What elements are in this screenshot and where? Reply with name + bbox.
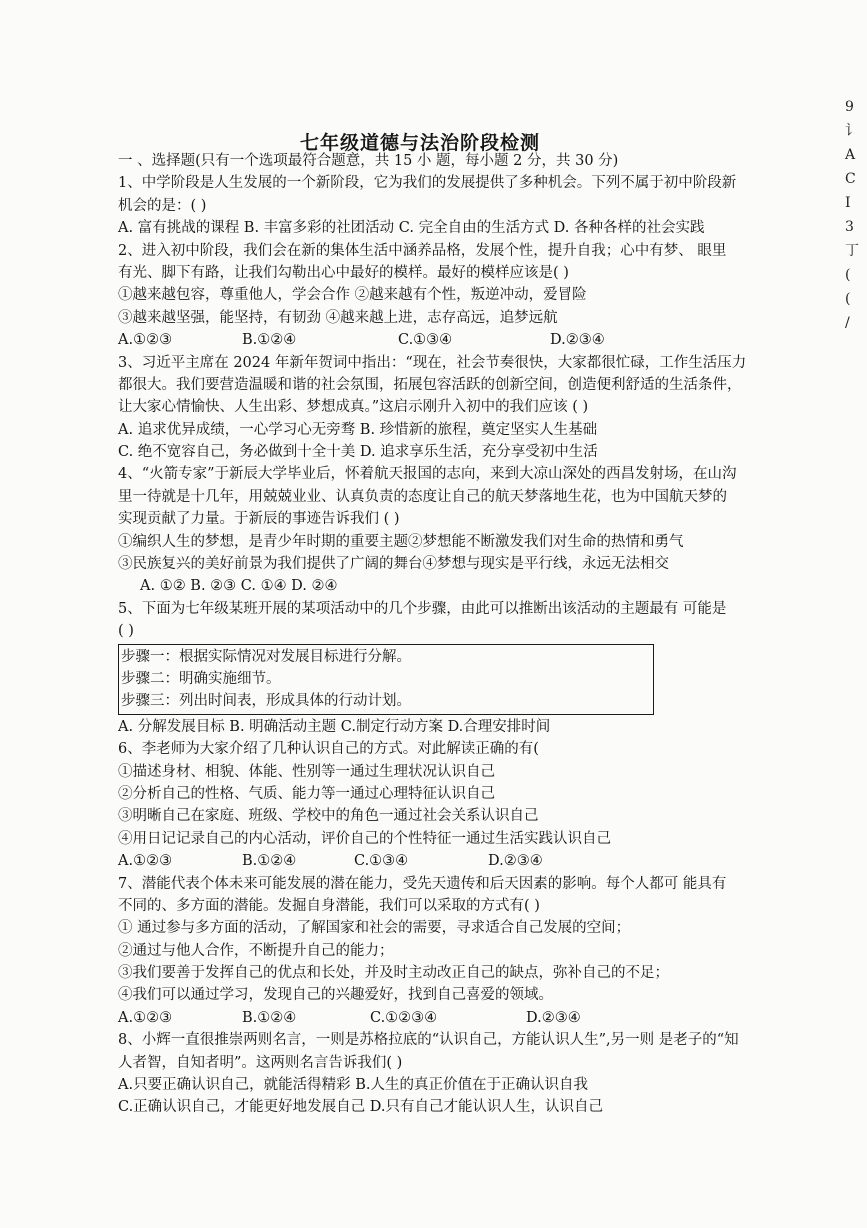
- statement-line: ①越来越包容，尊重他人，学会合作 ②越来越有个性，叛逆冲动，爱冒险: [118, 287, 587, 304]
- question-stem-line: 人者智，自知者明”。这两则名言告诉我们( ): [118, 1054, 403, 1071]
- answer-options: A.只要正确认识自己，就能活得精彩 B.人生的真正价值在于正确认识自我: [118, 1077, 588, 1094]
- option-b: B.①②④: [242, 1009, 297, 1026]
- margin-char: C: [845, 171, 856, 187]
- statement-line: ②分析自己的性格、气质、能力等一通过心理特征认识自己: [118, 785, 495, 802]
- statement-line: ④我们可以通过学习，发现自己的兴趣爱好，找到自己喜爱的领域。: [118, 987, 553, 1004]
- margin-char: (: [845, 291, 851, 307]
- margin-char: 讠: [845, 123, 859, 139]
- step-line: 步骤二：明确实施细节。: [121, 670, 281, 687]
- question-stem-line: 里一待就是十几年，用兢兢业业、认真负责的态度让自己的航天梦落地生花，也为中国航天梦的: [118, 488, 727, 505]
- question-stem-line: 都很大。我们要营造温暖和谐的社会氛围，拓展包容活跃的创新空间，创造便利舒适的生活条件，: [118, 376, 742, 393]
- question-stem-line: 实现贡献了力量。于新辰的事迹告诉我们 ( ): [118, 511, 400, 528]
- option-a: A.①②③: [118, 1009, 173, 1026]
- question-3: [118, 352, 798, 464]
- question-stem-line: 2、进入初中阶段，我们会在新的集体生活中涵养品格，发展个性，提升自我；心中有梦、 眼里: [118, 242, 727, 259]
- question-7: [118, 873, 798, 1030]
- answer-options: C. 绝不宽容自己，务必做到十全十美 D. 追求享乐生活，充分享受初中生活: [118, 444, 598, 461]
- question-1: [118, 172, 798, 239]
- question-stem-line: 机会的是：( ): [118, 197, 207, 214]
- statement-line: ③我们要善于发挥自己的优点和长处，并及时主动改正自己的缺点，弥补自己的不足；: [118, 965, 669, 982]
- option-a: A.①②③: [118, 853, 173, 870]
- option-d: D.②③④: [526, 1009, 581, 1026]
- question-2: [118, 240, 798, 352]
- margin-char: 9: [845, 99, 854, 115]
- steps-box: [118, 644, 654, 715]
- answer-options: [118, 850, 798, 872]
- statement-line: ① 通过参与多方面的活动，了解国家和社会的需要，寻求适合自己发展的空间；: [118, 920, 631, 937]
- question-4: [118, 463, 798, 597]
- statement-line: ③民族复兴的美好前景为我们提供了广阔的舞台④梦想与现实是平行线，永远无法相交: [118, 556, 669, 573]
- margin-char: 3: [845, 219, 854, 235]
- answer-options: A. 富有挑战的课程 B. 丰富多彩的社团活动 C. 完全自由的生活方式 D. 各种各样的社会实践: [118, 220, 705, 237]
- margin-char: 丁: [845, 243, 859, 259]
- question-stem-line: 不同的、多方面的潜能。发掘自身潜能，我们可以采取的方式有( ): [118, 897, 540, 914]
- question-8: [118, 1029, 798, 1119]
- option-c: C.①③④: [398, 332, 453, 349]
- statement-line: ③越来越坚强，能坚持，有韧劲 ④越来越上进，志存高远，追梦远航: [118, 309, 558, 326]
- statement-line: ④用日记记录自己的内心活动，评价自己的个性特征一通过生活实践认识自己: [118, 830, 611, 847]
- answer-options: A. 分解发展目标 B. 明确活动主题 C.制定行动方案 D.合理安排时间: [118, 718, 551, 735]
- option-b: B.①②④: [242, 853, 297, 870]
- answer-options: [118, 329, 798, 351]
- answer-options: C.正确认识自己，才能更好地发展自己 D.只有自己才能认识人生，认识自己: [118, 1099, 604, 1116]
- step-line: 步骤一：根据实际情况对发展目标进行分解。: [121, 648, 411, 665]
- option-c: C.①②③④: [370, 1009, 438, 1026]
- answer-options: A. 追求优异成绩，一心学习心无旁骛 B. 珍惜新的旅程，奠定坚实人生基础: [118, 421, 598, 438]
- option-b: B.①②④: [242, 332, 297, 349]
- option-d: D.②③④: [488, 853, 543, 870]
- question-stem-line: 1、中学阶段是人生发展的一个新阶段，它为我们的发展提供了多种机会。下列不属于初中阶段新: [118, 175, 737, 192]
- question-stem-line: 4、“火箭专家”于新辰大学毕业后，怀着航天报国的志向，来到大凉山深处的西昌发射场，在山沟: [118, 466, 737, 483]
- question-stem-line: 8、小辉一直很推崇两则名言，一则是苏格拉底的“认识自己，方能认识人生”,另一则 是老子的“知: [118, 1032, 739, 1049]
- margin-char: A: [845, 147, 856, 163]
- question-6: [118, 738, 798, 872]
- statement-line: ③明晰自己在家庭、班级、学校中的角色一通过社会关系认识自己: [118, 808, 539, 825]
- exam-title: 七年级道德与法治阶段检测: [300, 132, 541, 154]
- question-stem-line: 6、李老师为大家介绍了几种认识自己的方式。对此解读正确的有(: [118, 741, 539, 758]
- question-stem-line: 让大家心情愉快、人生出彩、梦想成真。”这启示刚升入初中的我们应该 ( ): [118, 399, 589, 416]
- margin-char: (: [845, 267, 851, 283]
- answer-options: [118, 1007, 798, 1029]
- option-c: C.①③④: [354, 853, 409, 870]
- option-a: A.①②③: [118, 332, 173, 349]
- statement-line: ①编织人生的梦想，是青少年时期的重要主题②梦想能不断激发我们对生命的热情和勇气: [118, 533, 684, 550]
- statement-line: ①描述身材、相貌、体能、性别等一通过生理状况认识自己: [118, 763, 495, 780]
- statement-line: ②通过与他人合作，不断提升自己的能力；: [118, 942, 394, 959]
- question-stem-line: 3、习近平主席在 2024 年新年贺词中指出：“现在，社会节奏很快，大家都很忙碌，工作生活压力: [118, 354, 747, 371]
- question-stem-line: 5、下面为七年级某班开展的某项活动中的几个步骤，由此可以推断出该活动的主题最有 可能是: [118, 600, 727, 617]
- section-heading: 一 、选择题(只有一个选项最符合题意，共 15 小 题，每小题 2 分，共 30 分): [118, 153, 619, 169]
- right-margin-fragments: [845, 95, 867, 335]
- margin-char: I: [845, 195, 851, 211]
- question-5: [118, 598, 798, 738]
- question-stem-line: ( ): [118, 623, 134, 640]
- margin-char: /: [845, 315, 850, 331]
- step-line: 步骤三：列出时间表，形成具体的行动计划。: [121, 693, 411, 710]
- question-stem-line: 7、潜能代表个体未来可能发展的潜在能力，受先天遗传和后天因素的影响。每个人都可 能具有: [118, 875, 727, 892]
- exam-content: [118, 150, 798, 1119]
- option-d: D.②③④: [550, 332, 605, 349]
- question-stem-line: 有光、脚下有路，让我们勾勒出心中最好的模样。最好的模样应该是( ): [118, 264, 569, 281]
- answer-options: A. ①② B. ②③ C. ①④ D. ②④: [140, 578, 338, 595]
